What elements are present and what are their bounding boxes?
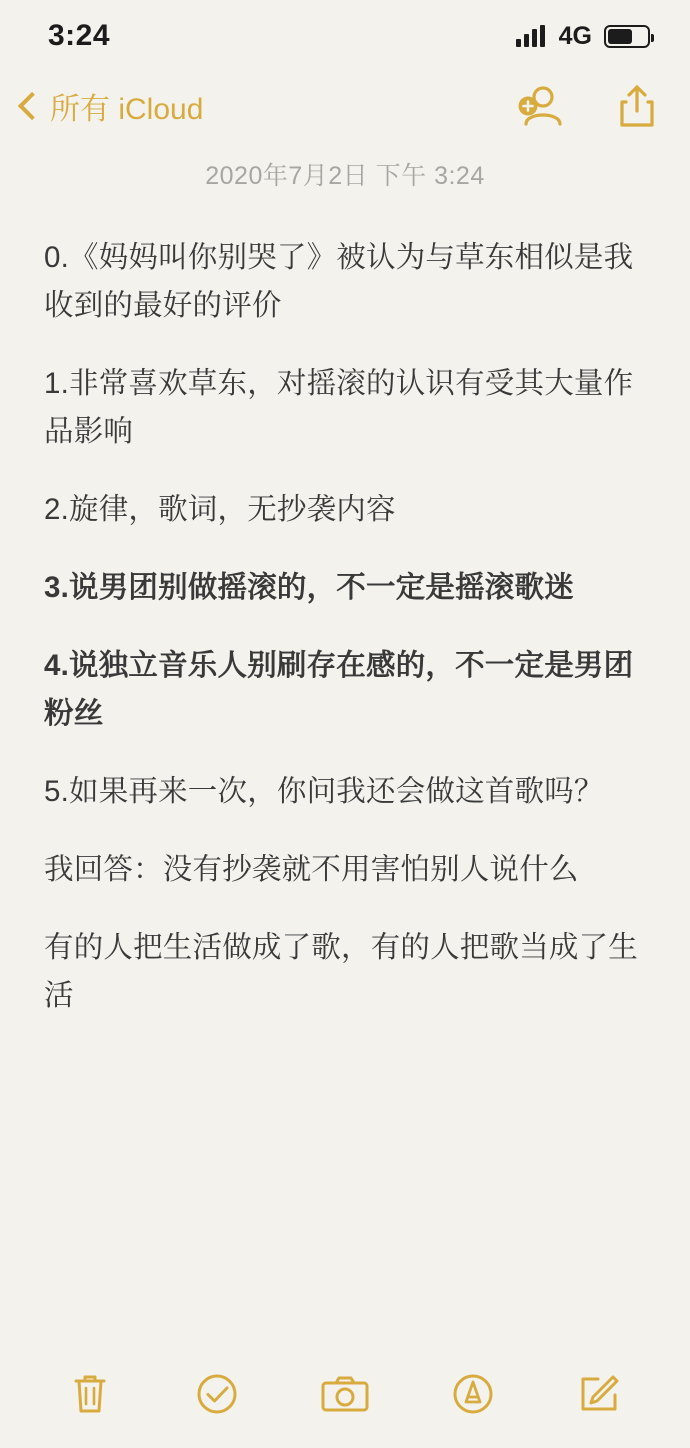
- status-bar: [0, 0, 690, 72]
- compose-icon[interactable]: [572, 1366, 628, 1422]
- note-paragraph: 2.旋律，歌词，无抄袭内容: [44, 493, 396, 526]
- trash-icon[interactable]: [62, 1366, 118, 1422]
- status-indicators: [516, 22, 650, 51]
- battery-icon: [604, 25, 650, 48]
- navigation-bar: [0, 72, 690, 140]
- navigation-actions: [516, 83, 656, 129]
- share-icon[interactable]: [618, 83, 656, 129]
- note-paragraph: 1.非常喜欢草东，对摇滚的认识有受其大量作品影响: [44, 367, 634, 448]
- back-button[interactable]: [22, 84, 203, 128]
- back-button-label: 所有 iCloud: [50, 93, 204, 126]
- bottom-toolbar: [0, 1340, 690, 1448]
- checklist-icon[interactable]: [189, 1366, 245, 1422]
- note-content[interactable]: [0, 192, 690, 1340]
- note-paragraph: 4.说独立音乐人别刷存在感的，不一定是男团粉丝: [44, 649, 634, 730]
- camera-icon[interactable]: [317, 1366, 373, 1422]
- note-paragraph: 有的人把生活做成了歌，有的人把歌当成了生活: [44, 931, 639, 1012]
- status-time: 3:24: [48, 19, 111, 52]
- add-collaborator-icon[interactable]: [516, 84, 566, 128]
- note-paragraph: 我回答：没有抄袭就不用害怕别人说什么: [44, 853, 579, 886]
- markup-icon[interactable]: [445, 1366, 501, 1422]
- cellular-signal-icon: [516, 25, 545, 47]
- network-type-label: 4G: [558, 21, 592, 50]
- chevron-left-icon: [18, 92, 46, 120]
- note-timestamp: 2020年7月2日 下午 3:24: [205, 162, 485, 190]
- note-paragraph: 5.如果再来一次，你问我还会做这首歌吗？: [44, 775, 604, 808]
- note-paragraph: 3.说男团别做摇滚的，不一定是摇滚歌迷: [44, 571, 574, 604]
- note-paragraph: 0.《妈妈叫你别哭了》被认为与草东相似是我收到的最好的评价: [44, 241, 634, 322]
